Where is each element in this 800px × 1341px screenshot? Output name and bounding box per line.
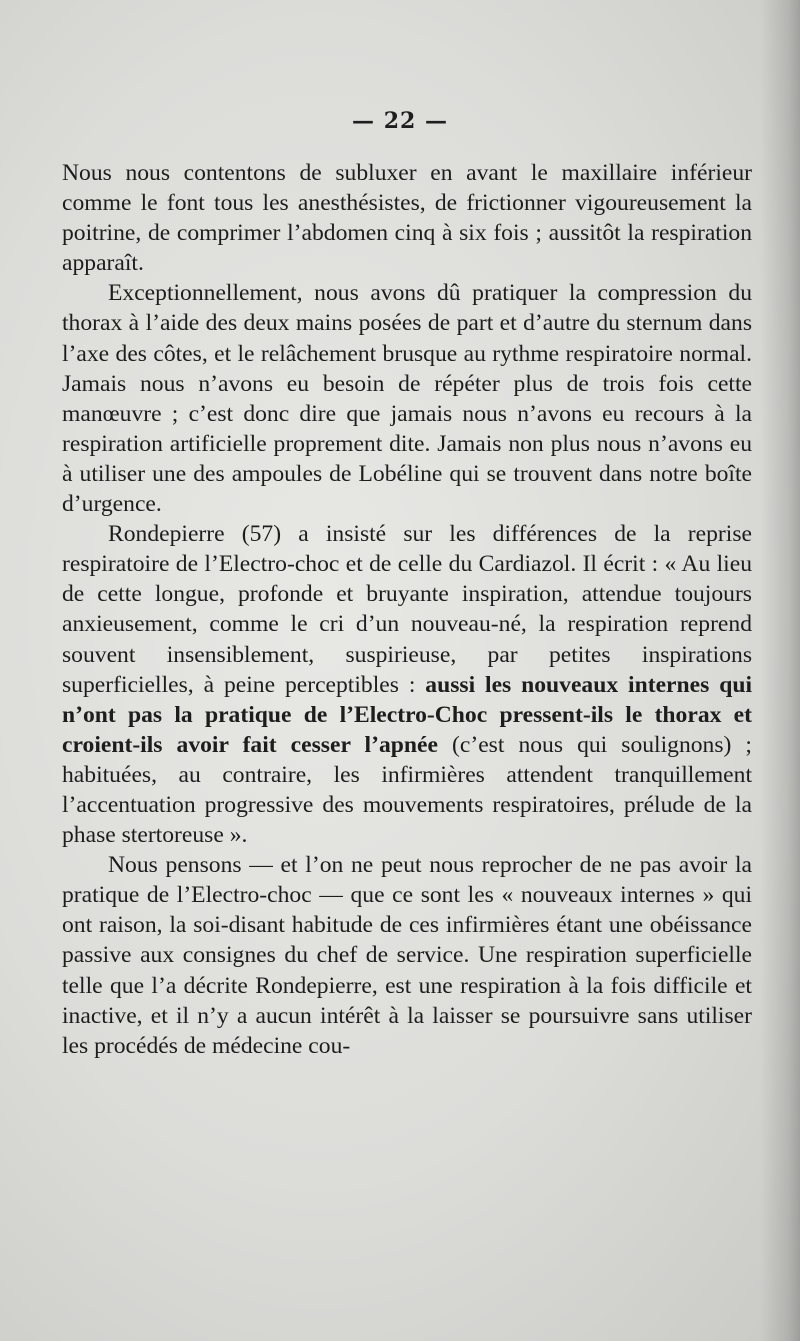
paragraph-2: Exceptionnellement, nous avons dû pratiquer la compression du thorax à l’aide des deux mains posées de part et d’autre du sternum dans l’axe des côtes, et le relâchement brusque au rythme respiratoire normal. Jamais nous n’avons eu besoin de répéter plus de trois fois cette manœuvre ; c’est donc dire que jamais nous n’avons eu recours à la respiration artificielle proprement dite. Jamais non plus nous n’avons eu à utiliser une des ampoules de Lobéline qui se trouvent dans notre boîte d’urgence. bbox=[62, 280, 752, 518]
body-text bbox=[62, 158, 752, 1061]
page-edge-shadow bbox=[760, 0, 800, 1341]
paragraph-3-quote-start: Rondepierre (57) a insisté sur les différences de la reprise respiratoire de l’Electro-choc et de celle du Cardiazol. Il écrit : « Au lieu de cette longue, profonde et bruyante inspiration, attendue toujours anxieusement, comme le cri d’un nouveau-né, la respiration reprend souvent insensiblement, suspirieuse, par petites inspirations superficielles, à peine perceptibles : bbox=[62, 521, 752, 698]
page-number: — 22 — bbox=[352, 108, 448, 134]
paragraph-3-emphasis: aussi les nouveaux internes qui n’ont pas la pratique de l’Electro-Choc pressent-ils le thorax et croient-ils avoir fait cesser l’apnée bbox=[62, 671, 752, 758]
paragraph-3-quote-end: (c’est nous qui soulignons) ; habituées, au contraire, les infirmières attendent tranquillement l’accentuation progressive des mouvements respiratoires, prélude de la phase stertoreuse ». bbox=[62, 731, 752, 849]
paragraph-3 bbox=[62, 519, 752, 850]
paragraph-4: Nous pensons — et l’on ne peut nous reprocher de ne pas avoir la pratique de l’Electro-choc — que ce sont les « nouveaux internes » qui ont raison, la soi-disant habitude de ces infirmières étant une obéissance passive aux consignes du chef de service. Une respiration superficielle telle que l’a décrite Rondepierre, est une respiration à la fois difficile et inactive, et il n’y a aucun intérêt à la laisser se poursuivre sans utiliser les procédés de médecine cou- bbox=[62, 852, 752, 1059]
paragraph-1: Nous nous contentons de subluxer en avant le maxillaire inférieur comme le font tous les anesthésistes, de frictionner vigoureusement la poitrine, de comprimer l’abdomen cinq à six fois ; aussitôt la respiration apparaît. bbox=[62, 160, 752, 277]
